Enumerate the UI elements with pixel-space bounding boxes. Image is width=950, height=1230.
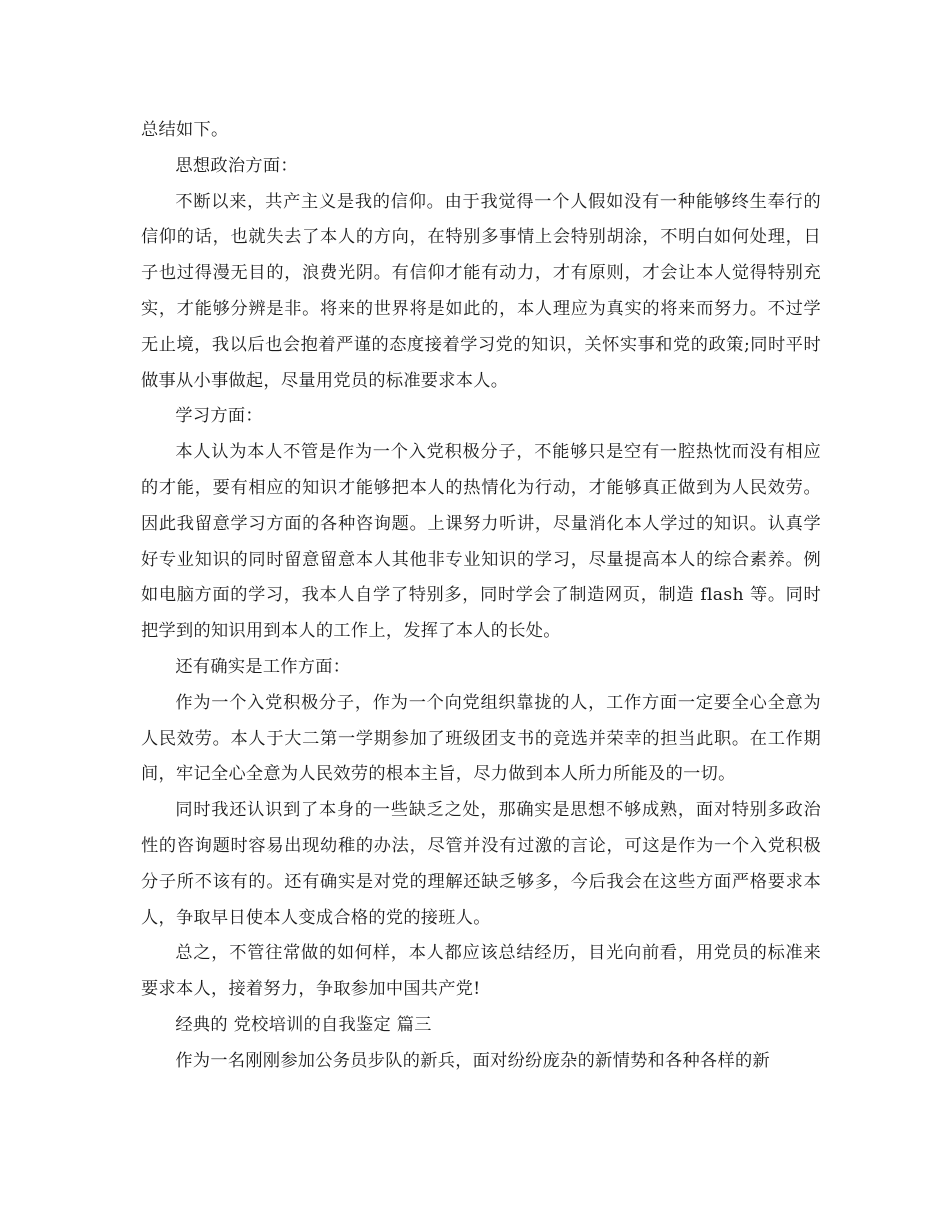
- heading-work: 还有确实是工作方面：: [175, 656, 351, 677]
- heading-ideology-politics: 思想政治方面：: [175, 155, 298, 176]
- paragraph-conclusion: 总之，不管往常做的如何样，本人都应该总结经历，目光向前看，用党员的标准来要求本人，接着努力，争取参加中国共产党!: [141, 943, 821, 1000]
- paragraph-work: 作为一个入党积极分子，作为一个向党组织靠拢的人，工作方面一定要全心全意为人民效劳。本人于大二第一学期参加了班级团支书的竞选并荣幸的担当此职。在工作期间，牢记全心全意为人民效劳的根本主旨，尽力做到本人所力所能及的一切。: [141, 692, 821, 785]
- paragraph-shortcomings: 同时我还认识到了本身的一些缺乏之处，那确实是思想不够成熟，面对特别多政治性的咨询题时容易出现幼稚的办法，尽管并没有过激的言论，可这是作为一个入党积极分子所不该有的。还有确实是对党的理解还缺乏够多，今后我会在这些方面严格要求本人，争取早日使本人变成合格的党的接班人。: [141, 800, 821, 928]
- heading-study: 学习方面：: [175, 406, 263, 427]
- paragraph-part-three-start: 作为一名刚刚参加公务员步队的新兵，面对纷纷庞杂的新情势和各种各样的新: [175, 1050, 770, 1071]
- section-title-part-three: 经典的 党校培训的自我鉴定 篇三: [175, 1014, 432, 1035]
- paragraph-summary-intro: 总结如下。: [141, 120, 229, 140]
- paragraph-study: 本人认为本人不管是作为一个入党积极分子，不能够只是空有一腔热忱而没有相应的才能，要有相应的知识才能够把本人的热情化为行动，才能够真正做到为人民效劳。因此我留意学习方面的各种咨询题。上课努力听讲，尽量消化本人学过的知识。认真学好专业知识的同时留意留意本人其他非专业知识的学习，尽量提高本人的综合素养。例如电脑方面的学习，我本人自学了特别多，同时学会了制造网页，制造 flash 等。同时把学到的知识用到本人的工作上，发挥了本人的长处。: [141, 442, 821, 642]
- document-body: [141, 113, 821, 1080]
- paragraph-ideology: 不断以来，共产主义是我的信仰。由于我觉得一个人假如没有一种能够终生奉行的信仰的话，也就失去了本人的方向，在特别多事情上会特别胡涂，不明白如何处理，日子也过得漫无目的，浪费光阴。有信仰才能有动力，才有原则，才会让本人觉得特别充实，才能够分辨是非。将来的世界将是如此的，本人理应为真实的将来而努力。不过学无止境，我以后也会抱着严谨的态度接着学习党的知识，关怀实事和党的政策;同时平时做事从小事做起，尽量用党员的标准要求本人。: [141, 191, 821, 391]
